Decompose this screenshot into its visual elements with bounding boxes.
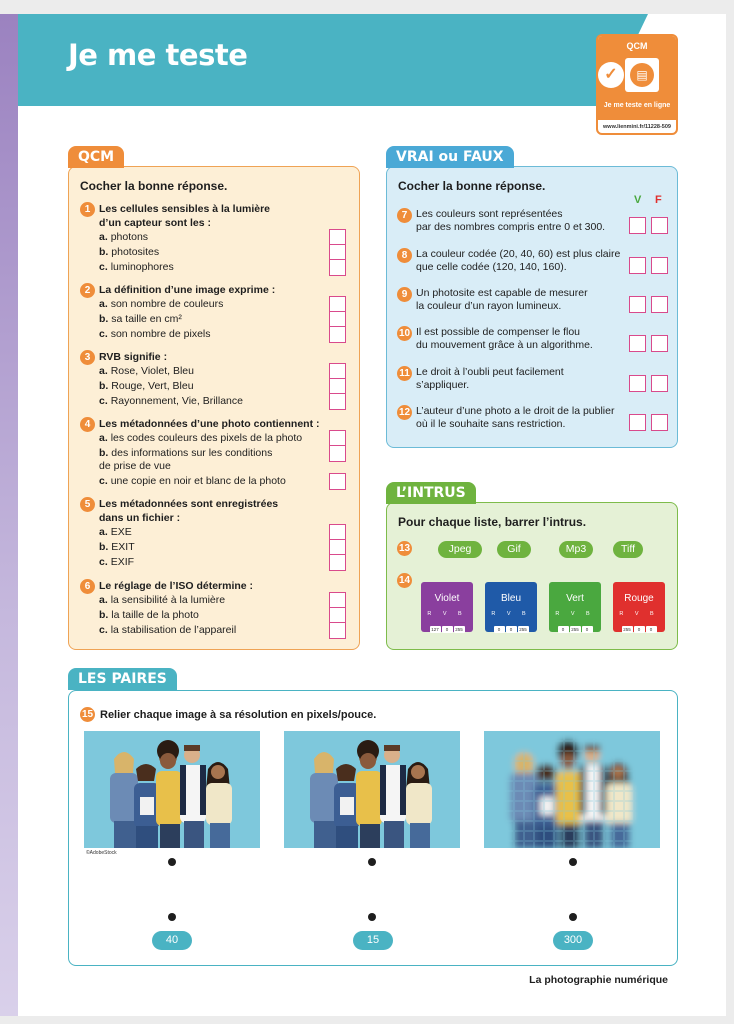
color-swatch[interactable] bbox=[421, 582, 473, 632]
vrai-checkbox[interactable] bbox=[629, 335, 646, 352]
color-swatch[interactable] bbox=[549, 582, 601, 632]
option-text: Rouge, Vert, Bleu bbox=[111, 380, 194, 392]
answer-checkbox[interactable] bbox=[329, 622, 346, 639]
left-edge-strip bbox=[0, 14, 18, 1016]
answer-checkbox[interactable] bbox=[329, 554, 346, 571]
question-number: 2 bbox=[80, 283, 95, 298]
answer-checkbox[interactable] bbox=[329, 473, 346, 490]
question-text: RVB signifie : bbox=[99, 351, 168, 363]
statement-text: Un photosite est capable de mesurer bbox=[416, 287, 588, 299]
question-number: 5 bbox=[80, 497, 95, 512]
option-text: photons bbox=[110, 231, 149, 243]
link-dot-image-2[interactable] bbox=[368, 858, 376, 866]
option-text: la sensibilité à la lumière bbox=[110, 594, 226, 606]
answer-option-continued: de prise de vue bbox=[99, 460, 171, 472]
answer-option bbox=[99, 594, 225, 607]
answer-checkbox[interactable] bbox=[329, 393, 346, 410]
resolution-pill: 15 bbox=[353, 931, 393, 950]
rvb-label: R V B bbox=[491, 611, 531, 617]
option-text: son nombre de pixels bbox=[110, 328, 211, 340]
answer-option bbox=[99, 298, 223, 311]
answer-option bbox=[99, 475, 286, 488]
option-letter: c. bbox=[99, 261, 108, 273]
photo-group-2 bbox=[284, 731, 460, 848]
question-number: 4 bbox=[80, 417, 95, 432]
option-letter: b. bbox=[99, 447, 109, 459]
rvb-value: 0 bbox=[506, 626, 517, 633]
pixelated-photo-image bbox=[484, 731, 660, 848]
answer-option bbox=[99, 432, 302, 445]
question-number: 13 bbox=[398, 543, 411, 554]
option-letter: b. bbox=[99, 380, 109, 392]
option-text: la stabilisation de l’appareil bbox=[110, 624, 237, 636]
rvb-label: R V B bbox=[619, 611, 659, 617]
vrai-checkbox[interactable] bbox=[629, 257, 646, 274]
question-text: Les cellules sensibles à la lumière bbox=[99, 203, 271, 215]
color-name: Vert bbox=[566, 593, 584, 604]
rvb-value: 0 bbox=[558, 626, 569, 633]
badge-url[interactable]: www.lienmini.fr/11228-509 bbox=[603, 124, 671, 130]
answer-option bbox=[99, 313, 182, 326]
photo-group-3-pixelated bbox=[484, 731, 660, 848]
option-letter: a. bbox=[99, 526, 108, 538]
option-text: Rayonnement, Vie, Brillance bbox=[110, 395, 243, 407]
faux-checkbox[interactable] bbox=[651, 414, 668, 431]
qcm-tab: QCM bbox=[68, 146, 124, 168]
answer-option bbox=[99, 395, 243, 408]
photo-credit: ©AdobeStock bbox=[86, 850, 117, 856]
option-letter: c. bbox=[99, 475, 108, 487]
page-title: Je me teste bbox=[68, 38, 248, 72]
vf-instruction: Cocher la bonne réponse. bbox=[398, 179, 546, 193]
rvb-value: 0 bbox=[442, 626, 453, 633]
check-icon: ✓ bbox=[598, 62, 624, 88]
paires-tab: LES PAIRES bbox=[68, 668, 177, 690]
resolution-pill: 300 bbox=[553, 931, 593, 950]
rvb-value: 255 bbox=[519, 627, 527, 632]
rvb-values bbox=[421, 618, 473, 636]
rvb-value: 0 bbox=[582, 626, 593, 633]
answer-option bbox=[99, 624, 236, 637]
format-pill[interactable]: Tiff bbox=[613, 541, 643, 558]
rvb-value: 255 bbox=[455, 627, 463, 632]
option-text: une copie en noir et blanc de la photo bbox=[110, 475, 286, 487]
statement-text: s’appliquer. bbox=[416, 379, 470, 391]
question-number: 10 bbox=[398, 328, 411, 339]
intrus-tab: L’INTRUS bbox=[386, 482, 476, 504]
question-text: Les métadonnées d’une photo contiennent : bbox=[99, 418, 320, 430]
qcm-instruction: Cocher la bonne réponse. bbox=[80, 179, 228, 193]
question-number: 3 bbox=[80, 350, 95, 365]
option-text: EXE bbox=[110, 526, 132, 538]
photo-group-1 bbox=[84, 731, 260, 848]
option-letter: c. bbox=[99, 556, 108, 568]
faux-checkbox[interactable] bbox=[651, 335, 668, 352]
qr-code-icon bbox=[625, 58, 659, 92]
option-letter: c. bbox=[99, 624, 108, 636]
statement-text: où il le souhaite sans restriction. bbox=[416, 418, 566, 430]
answer-option bbox=[99, 365, 194, 378]
vrai-checkbox[interactable] bbox=[629, 414, 646, 431]
statement-text: La couleur codée (20, 40, 60) est plus claire bbox=[416, 248, 621, 260]
answer-option bbox=[99, 556, 134, 569]
question-number: 1 bbox=[80, 202, 95, 217]
link-dot-res-3[interactable] bbox=[569, 913, 577, 921]
faux-checkbox[interactable] bbox=[651, 257, 668, 274]
faux-checkbox[interactable] bbox=[651, 375, 668, 392]
rvb-values bbox=[549, 618, 601, 636]
statement-text: que celle codée (120, 140, 160). bbox=[416, 261, 567, 273]
question-text: Le réglage de l’ISO détermine : bbox=[99, 580, 254, 592]
color-name: Rouge bbox=[624, 593, 654, 604]
answer-checkbox[interactable] bbox=[329, 445, 346, 462]
question-number: 7 bbox=[397, 208, 412, 223]
option-letter: b. bbox=[99, 313, 109, 325]
link-dot-image-1[interactable] bbox=[168, 858, 176, 866]
link-dot-res-2[interactable] bbox=[368, 913, 376, 921]
option-letter: b. bbox=[99, 541, 109, 553]
answer-checkbox[interactable] bbox=[329, 259, 346, 276]
option-text: EXIF bbox=[110, 556, 135, 568]
format-pill[interactable]: Gif bbox=[497, 541, 531, 558]
question-text: d’un capteur sont les : bbox=[99, 217, 212, 229]
rvb-label: R V B bbox=[555, 611, 595, 617]
link-dot-res-1[interactable] bbox=[168, 913, 176, 921]
rvb-value: 0 bbox=[634, 626, 645, 633]
option-text: Rose, Violet, Bleu bbox=[110, 365, 194, 377]
question-number: 15 bbox=[81, 709, 94, 720]
vrai-faux-tab: VRAI ou FAUX bbox=[386, 146, 514, 168]
intrus-instruction: Pour chaque liste, barrer l’intrus. bbox=[398, 515, 587, 529]
option-letter: a. bbox=[99, 432, 108, 444]
statement-text: du mouvement grâce à un algorithme. bbox=[416, 339, 593, 351]
option-text: luminophores bbox=[110, 261, 174, 273]
option-letter: c. bbox=[99, 395, 108, 407]
vrai-checkbox[interactable] bbox=[629, 296, 646, 313]
online-qcm-badge[interactable] bbox=[596, 34, 678, 135]
rvb-value: 255 bbox=[623, 627, 631, 632]
resolution-pill: 40 bbox=[152, 931, 192, 950]
question-text: Les métadonnées sont enregistrées bbox=[99, 498, 279, 510]
badge-label: Je me teste en ligne bbox=[603, 102, 671, 109]
badge-title: QCM bbox=[626, 41, 648, 51]
option-text: EXIT bbox=[111, 541, 135, 553]
format-pill[interactable]: Mp3 bbox=[559, 541, 593, 558]
option-letter: c. bbox=[99, 328, 108, 340]
answer-option bbox=[99, 380, 194, 393]
question-number: 6 bbox=[80, 579, 95, 594]
group-photo-image bbox=[284, 731, 460, 848]
option-letter: a. bbox=[99, 231, 108, 243]
answer-option bbox=[99, 447, 272, 460]
answer-option bbox=[99, 231, 148, 244]
rvb-value: 0 bbox=[494, 626, 505, 633]
option-text: des informations sur les conditions bbox=[111, 447, 273, 459]
rvb-values bbox=[485, 618, 537, 636]
answer-option bbox=[99, 328, 211, 341]
statement-text: Il est possible de compenser le flou bbox=[416, 326, 581, 338]
option-text: les codes couleurs des pixels de la photo bbox=[110, 432, 303, 444]
color-swatch[interactable] bbox=[613, 582, 665, 632]
rvb-label: R V B bbox=[427, 611, 467, 617]
question-number: 8 bbox=[397, 248, 412, 263]
answer-option bbox=[99, 609, 199, 622]
statement-text: L’auteur d’une photo a le droit de la publier bbox=[416, 405, 615, 417]
answer-option bbox=[99, 526, 132, 539]
option-text: son nombre de couleurs bbox=[110, 298, 224, 310]
question-number: 12 bbox=[398, 407, 411, 418]
vrai-checkbox[interactable] bbox=[629, 375, 646, 392]
faux-column-header: F bbox=[655, 194, 662, 206]
option-text: la taille de la photo bbox=[111, 609, 199, 621]
faux-checkbox[interactable] bbox=[651, 296, 668, 313]
option-letter: a. bbox=[99, 298, 108, 310]
rvb-value: 0 bbox=[646, 626, 657, 633]
question-text: La définition d’une image exprime : bbox=[99, 284, 276, 296]
question-number: 14 bbox=[398, 575, 411, 586]
color-name: Bleu bbox=[500, 593, 521, 604]
paires-instruction: Relier chaque image à sa résolution en pixels/pouce. bbox=[100, 709, 377, 721]
option-text: photosites bbox=[111, 246, 160, 258]
link-dot-image-3[interactable] bbox=[569, 858, 577, 866]
option-letter: a. bbox=[99, 365, 108, 377]
rvb-values bbox=[613, 618, 665, 636]
answer-option bbox=[99, 246, 159, 259]
statement-text: par des nombres compris entre 0 et 300. bbox=[416, 221, 606, 233]
answer-checkbox[interactable] bbox=[329, 326, 346, 343]
answer-option bbox=[99, 261, 174, 274]
group-photo-image bbox=[84, 731, 260, 848]
question-text: dans un fichier : bbox=[99, 512, 181, 524]
answer-option bbox=[99, 541, 135, 554]
screen-icon: ▤ bbox=[630, 63, 654, 87]
vrai-checkbox[interactable] bbox=[629, 217, 646, 234]
option-letter: b. bbox=[99, 246, 109, 258]
faux-checkbox[interactable] bbox=[651, 217, 668, 234]
rvb-value: 255 bbox=[571, 627, 579, 632]
color-name: Violet bbox=[434, 593, 460, 604]
option-letter: b. bbox=[99, 609, 109, 621]
statement-text: Le droit à l’oubli peut facilement bbox=[416, 366, 564, 378]
vrai-column-header: V bbox=[634, 194, 642, 206]
statement-text: Les couleurs sont représentées bbox=[416, 208, 563, 220]
option-text: sa taille en cm² bbox=[111, 313, 182, 325]
statement-text: la couleur d’un rayon lumineux. bbox=[416, 300, 562, 312]
question-number: 9 bbox=[397, 287, 412, 302]
rvb-value: 127 bbox=[431, 627, 439, 632]
question-number: 11 bbox=[397, 366, 412, 381]
option-letter: a. bbox=[99, 594, 108, 606]
color-swatch[interactable] bbox=[485, 582, 537, 632]
footer-chapter-title: La photographie numérique bbox=[529, 974, 668, 986]
format-pill[interactable]: Jpeg bbox=[438, 541, 482, 558]
